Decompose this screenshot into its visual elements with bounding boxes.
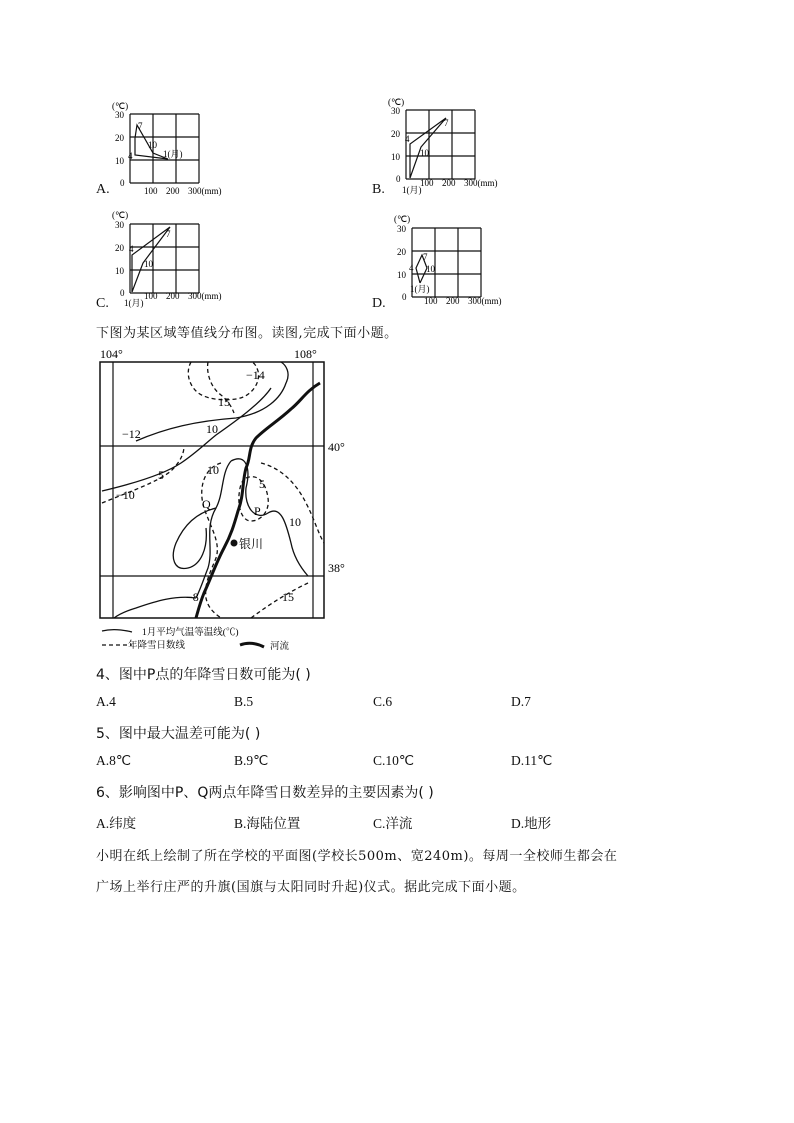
- isoline-map: [96, 343, 356, 655]
- legend-river-label: 河流: [270, 642, 290, 652]
- chart-d-y20: 20: [397, 247, 406, 257]
- label-snow15-bottom: 15: [282, 590, 294, 604]
- chart-b-grid: [406, 110, 475, 179]
- chart-b-y30: 30: [391, 106, 400, 116]
- chart-d-x100: 100: [424, 296, 438, 306]
- option-c-letter: C.: [96, 296, 109, 311]
- option-d-letter: D.: [372, 296, 386, 311]
- option-b-letter: B.: [372, 182, 385, 197]
- chart-a-m7: 7: [138, 121, 143, 131]
- chart-a-x200: 200: [166, 186, 180, 196]
- chart-d-m10: 10: [426, 264, 435, 274]
- city-yinchuan: 银川: [239, 537, 264, 551]
- chart-d-m7: 7: [423, 252, 428, 262]
- q5-choice-c[interactable]: C.10℃: [373, 753, 415, 768]
- label-snow5-left: 5: [158, 468, 164, 482]
- chart-b-m7: 7: [444, 118, 449, 128]
- snow-line-15-bottom: [251, 583, 308, 618]
- point-q: Q: [202, 497, 211, 511]
- q6-choice-c[interactable]: C.洋流: [373, 816, 413, 831]
- chart-c-x100: 100: [144, 291, 158, 301]
- lat-40-label: 40°: [328, 440, 345, 454]
- question-5-stem: 5、图中最大温差可能为( ): [96, 726, 261, 742]
- q5-choice-d[interactable]: D.11℃: [511, 753, 553, 768]
- lon-108-label: 108°: [294, 347, 317, 361]
- chart-c: [90, 206, 240, 310]
- chart-c-m7: 7: [166, 229, 171, 239]
- q4-choice-a[interactable]: A.4: [96, 694, 116, 709]
- label-snow10-mid: 10: [207, 463, 219, 477]
- chart-a-y0: 0: [120, 178, 125, 188]
- chart-a: [90, 96, 240, 200]
- chart-b-y20: 20: [391, 129, 400, 139]
- chart-a-unit: (℃): [112, 101, 129, 111]
- chart-d-m4: 4: [409, 263, 414, 273]
- chart-c-m1: 1(月): [124, 298, 144, 308]
- chart-d-y0: 0: [402, 292, 407, 302]
- chart-a-m1: 1(月): [163, 149, 183, 159]
- label-snow5-p: 5: [259, 477, 265, 491]
- chart-b-y0: 0: [396, 174, 401, 184]
- label-iso-m12: −12: [122, 427, 141, 441]
- q6-choice-d[interactable]: D.地形: [511, 816, 552, 831]
- chart-d-m1: 1(月): [410, 284, 430, 294]
- isotherm-m8: [114, 597, 196, 618]
- chart-d: [372, 210, 522, 314]
- legend-river-symbol: [240, 643, 264, 647]
- chart-c-m10: 10: [144, 259, 153, 269]
- chart-b-x100: 100: [420, 178, 434, 188]
- chart-a-m4: 4: [128, 151, 133, 161]
- chart-a-x300: 300(mm): [188, 186, 222, 196]
- label-iso-m8: −8: [186, 590, 199, 604]
- chart-c-y10: 10: [115, 266, 124, 276]
- chart-b-m10: 10: [420, 148, 429, 158]
- chart-c-m4: 4: [129, 244, 134, 254]
- chart-c-unit: (℃): [112, 210, 129, 220]
- point-p: P: [254, 504, 261, 518]
- chart-a-x100: 100: [144, 186, 158, 196]
- chart-b: [366, 92, 516, 196]
- label-iso-m10: −10: [116, 488, 135, 502]
- yinchuan-dot: [231, 540, 238, 547]
- q4-choice-b[interactable]: B.5: [234, 694, 254, 709]
- question-6-stem: 6、影响图中P、Q两点年降雪日数差异的主要因素为( ): [96, 785, 434, 801]
- q4-choice-c[interactable]: C.6: [373, 694, 393, 709]
- map-intro-text: 下图为某区域等值线分布图。读图,完成下面小题。: [96, 326, 398, 341]
- isotherm-m10-left: [196, 461, 231, 598]
- legend-isotherm-label: 1月平均气温等温线(℃): [142, 628, 239, 638]
- snow-line-5-left: [102, 446, 184, 503]
- option-a-letter: A.: [96, 182, 110, 197]
- chart-b-m4: 4: [405, 134, 410, 144]
- chart-b-unit: (℃): [388, 97, 405, 107]
- chart-d-unit: (℃): [394, 214, 411, 224]
- river: [196, 383, 320, 618]
- chart-c-y20: 20: [115, 243, 124, 253]
- chart-c-x200: 200: [166, 291, 180, 301]
- chart-a-y20: 20: [115, 133, 124, 143]
- chart-a-y30: 30: [115, 110, 124, 120]
- q6-choice-a[interactable]: A.纬度: [96, 816, 137, 831]
- lon-104-label: 104°: [100, 347, 123, 361]
- label-snow10-right: 10: [289, 515, 301, 529]
- q6-choice-b[interactable]: B.海陆位置: [234, 816, 301, 831]
- legend-snow-label: 年降雪日数线: [128, 641, 186, 651]
- chart-c-y0: 0: [120, 288, 125, 298]
- q5-choice-b[interactable]: B.9℃: [234, 753, 269, 768]
- chart-a-y10: 10: [115, 156, 124, 166]
- chart-c-y30: 30: [115, 220, 124, 230]
- chart-b-x300: 300(mm): [464, 178, 498, 188]
- chart-b-x200: 200: [442, 178, 456, 188]
- lat-38-label: 38°: [328, 561, 345, 575]
- label-iso-m14: −14: [246, 368, 265, 382]
- chart-d-x200: 200: [446, 296, 460, 306]
- snow-line-10-right: [261, 463, 324, 543]
- school-intro-line1: 小明在纸上绘制了所在学校的平面图(学校长500m、宽240m)。每周一全校师生都会在: [96, 849, 618, 864]
- chart-b-m1: 1(月): [402, 185, 422, 195]
- chart-c-x300: 300(mm): [188, 291, 222, 301]
- q4-choice-d[interactable]: D.7: [511, 694, 531, 709]
- label-snow10-top: 10: [206, 422, 218, 436]
- chart-d-y30: 30: [397, 224, 406, 234]
- legend-isotherm-symbol: [102, 630, 132, 632]
- chart-a-m10: 10: [148, 140, 157, 150]
- chart-b-y10: 10: [391, 152, 400, 162]
- label-snow15-top: 15: [218, 395, 230, 409]
- question-4-stem: 4、图中P点的年降雪日数可能为( ): [96, 667, 311, 683]
- q5-choice-a[interactable]: A.8℃: [96, 753, 132, 768]
- chart-d-y10: 10: [397, 270, 406, 280]
- school-intro-line2: 广场上举行庄严的升旗(国旗与太阳同时升起)仪式。据此完成下面小题。: [96, 880, 526, 895]
- chart-d-x300: 300(mm): [468, 296, 502, 306]
